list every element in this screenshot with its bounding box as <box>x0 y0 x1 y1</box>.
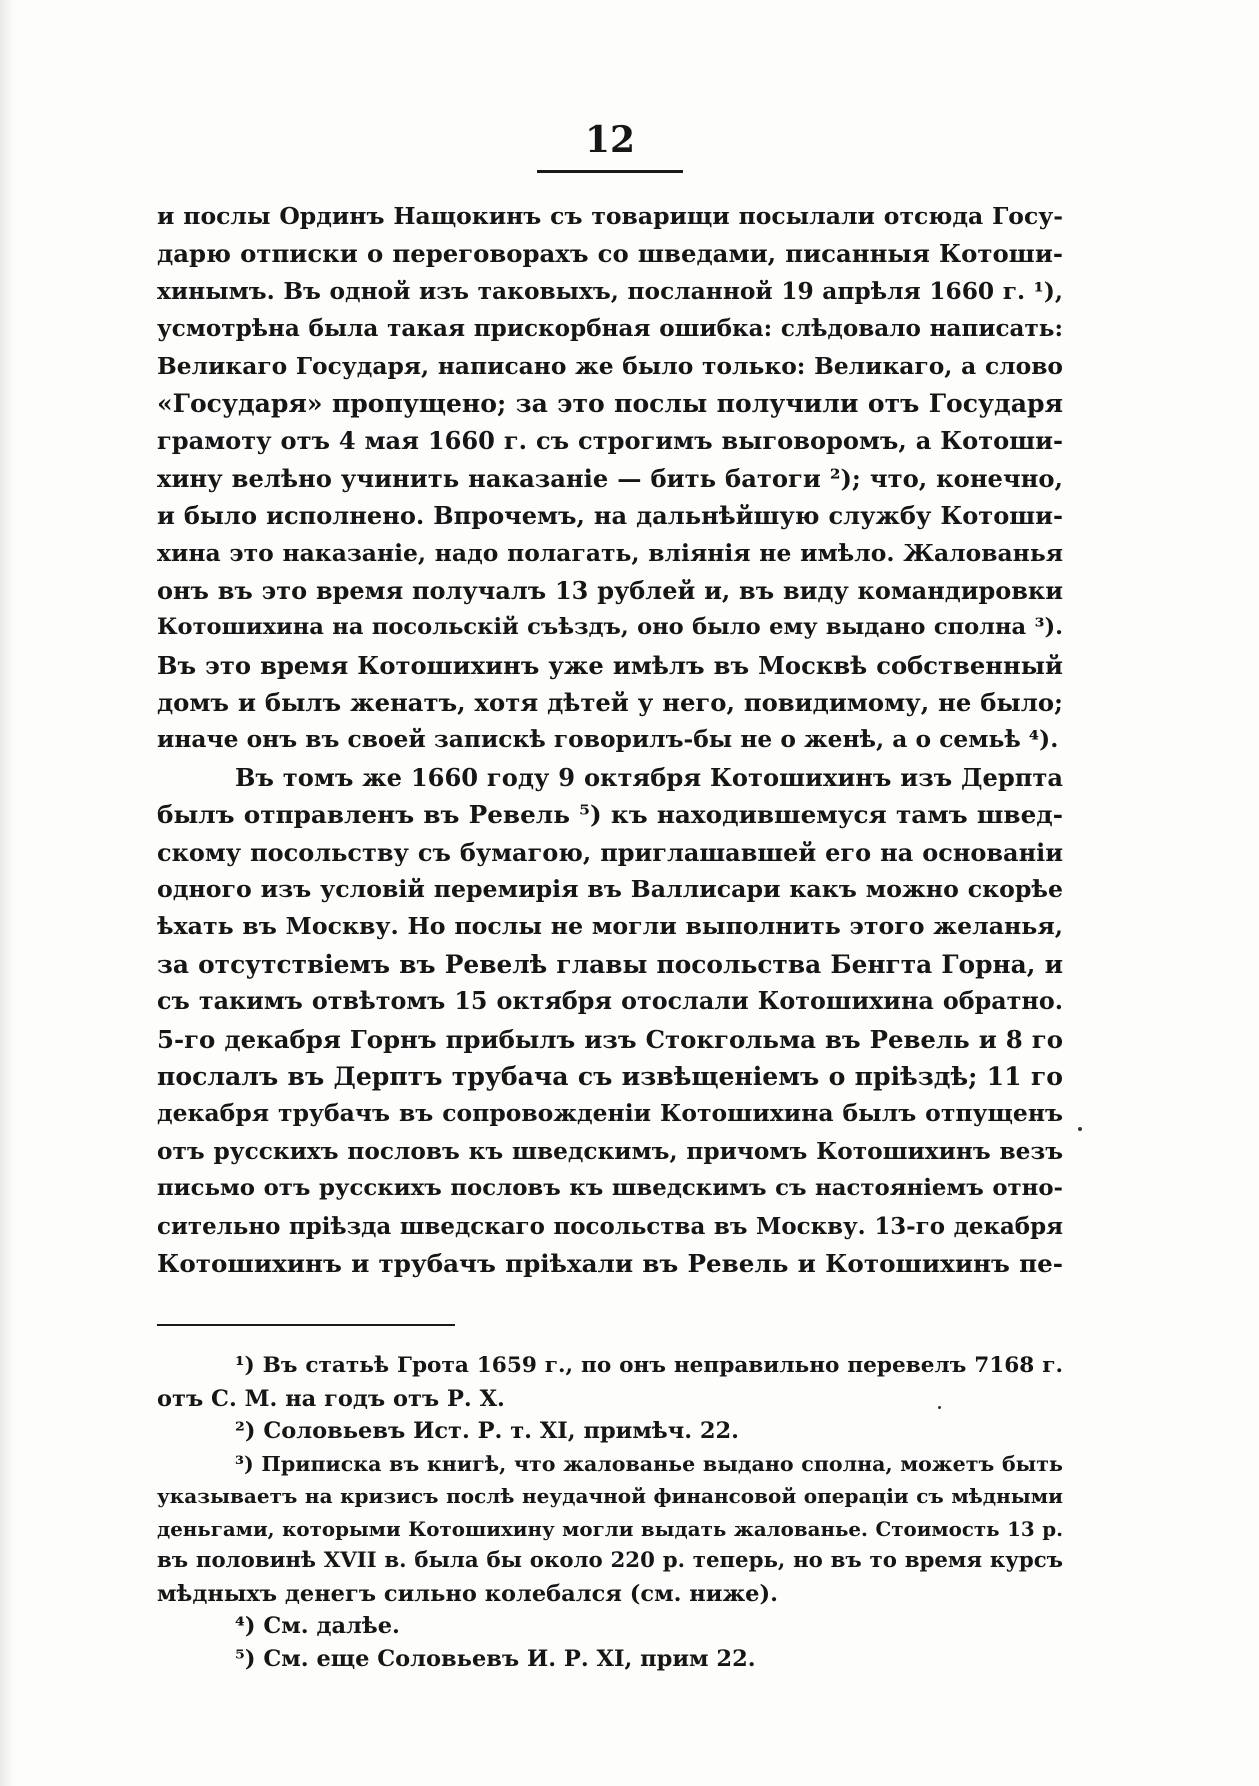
text-line: декабря трубачъ въ сопровожденіи Котошихина былъ отпущенъ <box>157 1099 1063 1128</box>
footnote-line: ³) Приписка въ книгѣ, что жалованье выдано сполна, можетъ быть <box>235 1451 1063 1476</box>
page-edge-shadow <box>0 0 14 1786</box>
text-line: домъ и былъ женатъ, хотя дѣтей у него, повидимому, не было; <box>157 688 1063 718</box>
footnote-line: ⁴) См. далѣе. <box>235 1613 400 1639</box>
print-speck <box>1078 1127 1082 1131</box>
text-line: 5-го декабря Горнъ прибылъ изъ Стокгольма въ Ревель и 8 го <box>157 1024 1063 1054</box>
footnote-line: въ половинѣ XVII в. была бы около 220 р. теперь, но въ то время курсъ <box>157 1548 1063 1573</box>
text-line: съ такимъ отвѣтомъ 15 октября отослали Котошихина обратно. <box>157 987 1063 1016</box>
footnote-line: ¹) Въ статьѣ Грота 1659 г., по онъ неправильно перевелъ 7168 г. <box>235 1353 1063 1378</box>
text-line: и послы Ординъ Нащокинъ съ товарищи посылали отсюда Госу- <box>157 202 1063 230</box>
text-line: ѣхать въ Москву. Но послы не могли выполнить этого желанья, <box>157 912 1063 941</box>
text-line: хина это наказаніе, надо полагать, вліянія не имѣло. Жалованья <box>157 538 1063 567</box>
text-line: Котошихинъ и трубачъ пріѣхали въ Ревель и Котошихинъ пе- <box>157 1248 1063 1278</box>
text-line: и было исполнено. Впрочемъ, на дальнѣйшую службу Котоши- <box>157 501 1063 531</box>
footnote-line: деньгами, которыми Котошихину могли выдать жалованье. Стоимость 13 р. <box>157 1516 1063 1541</box>
text-line: скому посольству съ бумагою, приглашавшей его на основаніи <box>157 837 1063 867</box>
text-line: письмо отъ русскихъ пословъ къ шведскимъ съ настояніемъ отно- <box>157 1175 1063 1202</box>
text-line: за отсутствіемъ въ Ревелѣ главы посольства Бенгта Горна, и <box>157 949 1063 979</box>
text-line: Въ это время Котошихинъ уже имѣлъ въ Москвѣ собственный <box>157 650 1063 680</box>
main-text <box>157 198 1063 1282</box>
text-line: былъ отправленъ въ Ревель ⁵) къ находившемуся тамъ швед- <box>157 800 1063 830</box>
footnote-line: ⁵) См. еще Соловьевъ И. Р. XI, прим 22. <box>235 1645 756 1672</box>
text-line: сительно пріѣзда шведскаго посольства въ Москву. 13-го декабря <box>157 1212 1063 1240</box>
text-line: Въ томъ же 1660 году 9 октября Котошихинъ изъ Дерпта <box>235 762 1063 792</box>
text-line: одного изъ условій перемирія въ Валлисари какъ можно скорѣе <box>157 875 1063 904</box>
footnote-line: отъ С. М. на годъ отъ Р. Х. <box>157 1385 505 1412</box>
footnote-line: указываетъ на кризисъ послѣ неудачной финансовой операціи съ мѣдными <box>157 1484 1063 1508</box>
text-line: грамоту отъ 4 мая 1660 г. съ строгимъ выговоромъ, а Котоши- <box>157 426 1063 456</box>
text-line: хину велѣно учинить наказаніе — бить батоги ²); что, конечно, <box>157 463 1063 493</box>
print-speck <box>938 1406 941 1409</box>
footnote-separator <box>157 1324 455 1326</box>
text-line: Великаго Государя, написано же было только: Великаго, а слово <box>157 351 1063 380</box>
text-line: «Государя» пропущено; за это послы получили отъ Государя <box>157 387 1063 418</box>
text-line: отъ русскихъ пословъ къ шведскимъ, причомъ Котошихинъ везъ <box>157 1137 1063 1165</box>
text-line: онъ въ это время получалъ 13 рублей и, въ виду командировки <box>157 575 1063 605</box>
text-line: хинымъ. Въ одной изъ таковыхъ, посланной 19 апрѣля 1660 г. ¹), <box>157 277 1063 305</box>
footnotes <box>157 1350 1063 1675</box>
text-line: дарю отписки о переговорахъ со шведами, писанныя Котоши- <box>157 239 1063 269</box>
text-line: послалъ въ Дерптъ трубача съ извѣщеніемъ о пріѣздѣ; 11 го <box>157 1060 1063 1091</box>
text-line: иначе онъ въ своей запискѣ говорилъ-бы не о женѣ, а о семьѣ ⁴). <box>157 725 1059 754</box>
text-line: Котошихина на посольскій съѣздъ, оно было ему выдано сполна ³). <box>157 614 1063 641</box>
page-number-rule <box>537 170 683 173</box>
footnote-line: мѣдныхъ денегъ сильно колебался (см. ниже). <box>157 1580 778 1607</box>
page-number: 12 <box>584 119 636 161</box>
footnote-line: ²) Соловьевъ Ист. Р. т. XI, примѣч. 22. <box>235 1418 740 1444</box>
text-line: усмотрѣна была такая прискорбная ошибка: слѣдовало написать: <box>157 315 1063 343</box>
